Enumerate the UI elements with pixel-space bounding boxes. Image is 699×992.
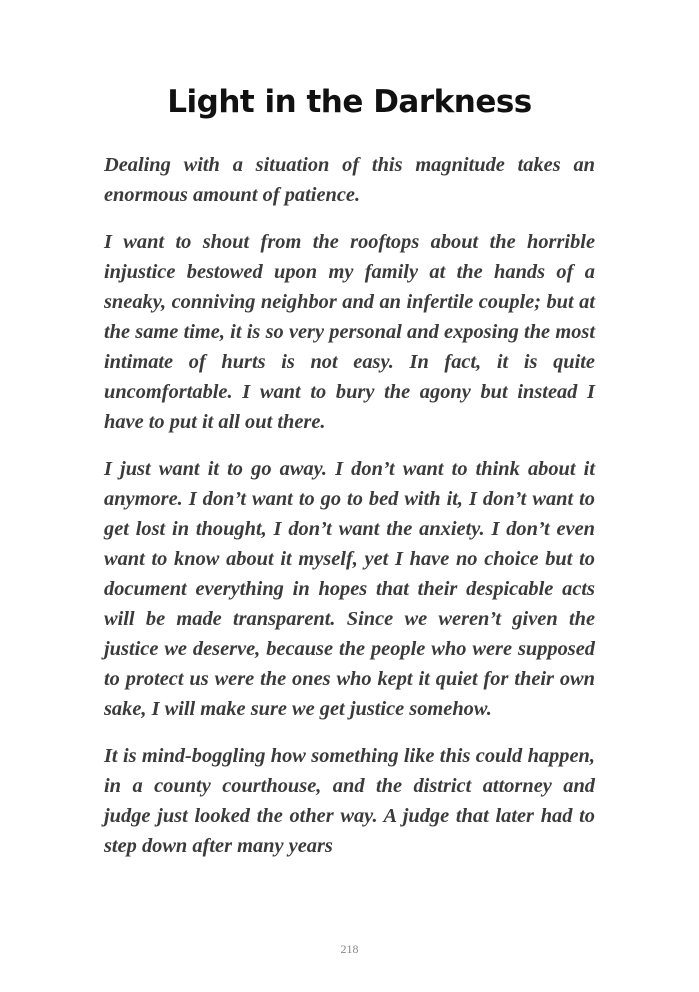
paragraph-1: Dealing with a situation of this magnitude takes an enormous amount of patience.: [104, 154, 595, 206]
chapter-title: Light in the Darkness: [167, 84, 532, 120]
paragraph-2: I want to shout from the rooftops about the horrible injustice bestowed upon my family at the hands of a sneaky, conniving neighbor and an infertile couple; but at the same time, it is so very personal and exposing the most intimate of hurts is not easy. In fact, it is quite uncomfortable. I want to bury the agony but instead I have to put it all out there.: [104, 231, 595, 433]
paragraph-3: I just want it to go away. I don’t want to think about it anymore. I don’t want to go to bed with it, I don’t want to get lost in thought, I don’t want the anxiety. I don’t even want to know about it myself, yet I have no choice but to document everything in hopes that their despicable acts will be made transparent. Since we weren’t given the justice we deserve, because the people who were supposed to protect us were the ones who kept it quiet for their own sake, I will make sure we get justice somehow.: [104, 458, 595, 720]
body-text: [104, 150, 595, 878]
paragraph-4: It is mind-boggling how something like this could happen, in a county courthouse, and the district attorney and judge just looked the other way. A judge that later had to step down after many years: [104, 745, 595, 857]
page-number: 218: [340, 942, 359, 956]
